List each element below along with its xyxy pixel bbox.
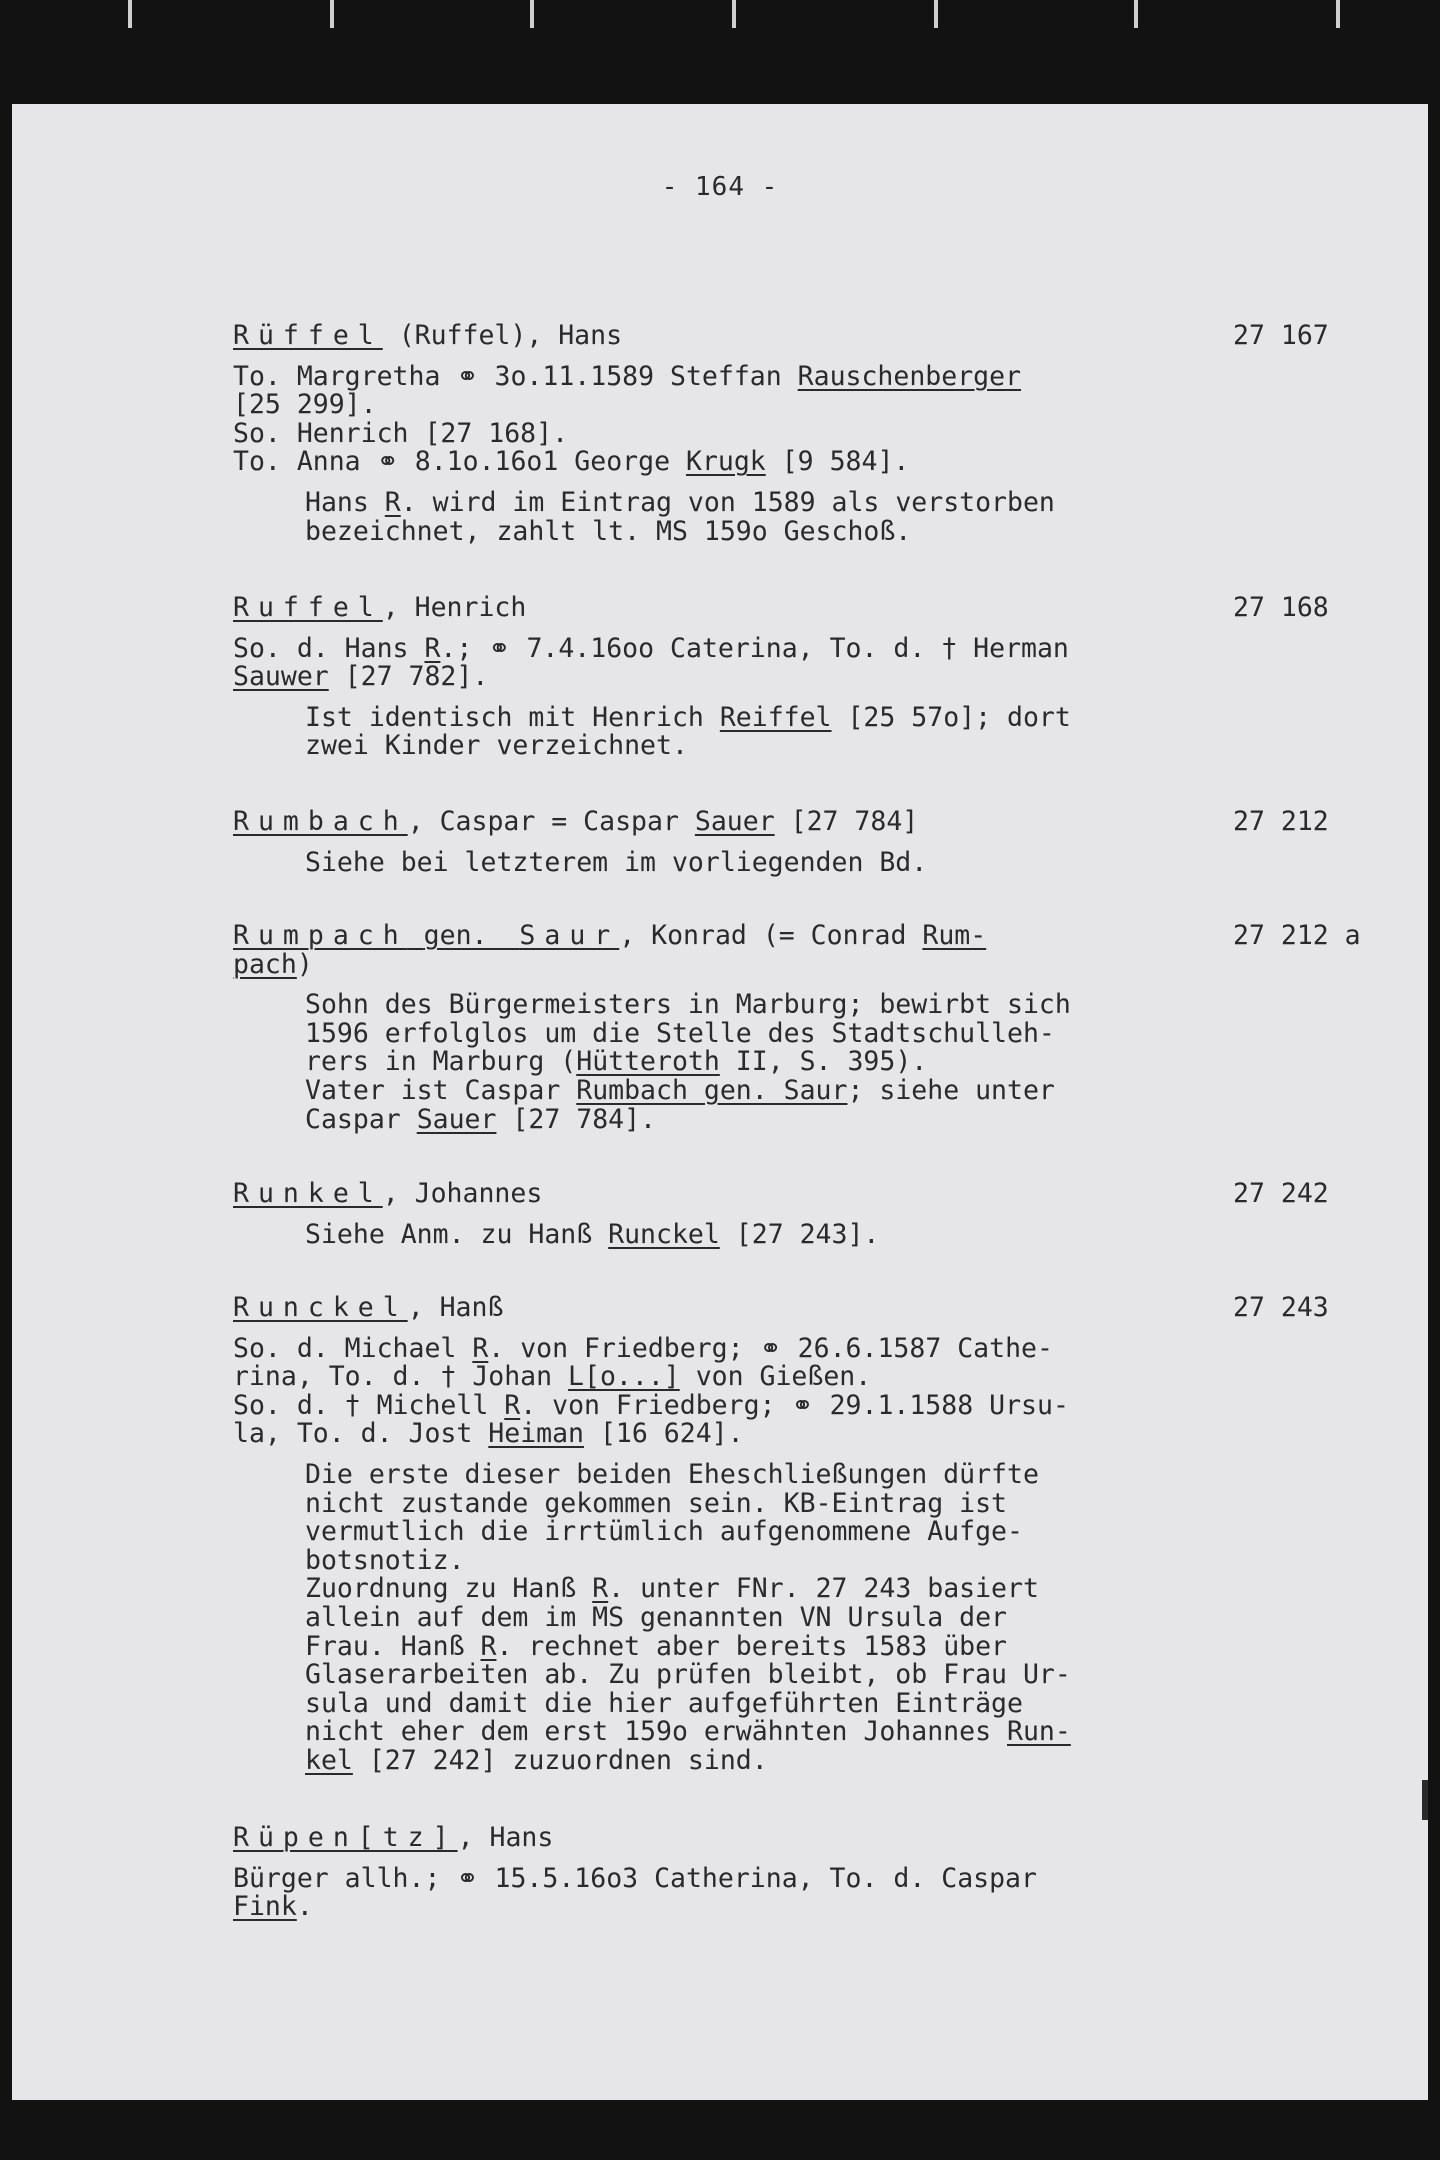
entry-line: [25 299]. <box>233 389 377 421</box>
note-line: allein auf dem im MS genannten VN Ursula der <box>305 1601 1007 1633</box>
film-tick <box>934 0 938 28</box>
note-line: nicht eher dem erst 159o erwähnten Johannes <box>305 1716 1007 1748</box>
entry-surname: Rüffel <box>233 320 383 351</box>
entry-line: Bürger allh.; ⚭ 15.5.16o3 Catherina, To. d. Caspar <box>233 1862 1037 1894</box>
note-line: [27 242] zuzuordnen sind. <box>352 1744 768 1776</box>
entry-line: . <box>296 1891 313 1923</box>
name-reference: Rauschenberger <box>797 360 1022 392</box>
entry-line: So. d. Hans <box>233 632 425 664</box>
note-line: . wird im Eintrag von 1589 als verstorben <box>400 486 1055 518</box>
entry-runckel <box>233 1294 1363 1776</box>
name-reference: R <box>592 1573 609 1605</box>
name-reference: Rum- <box>922 920 987 951</box>
name-reference: R <box>424 632 441 664</box>
note-line: sula und damit die hier aufgeführten Einträge <box>305 1687 1023 1719</box>
entry-given-name: , Konrad (= Conrad <box>619 920 923 951</box>
entry-line: [16 624]. <box>584 1418 744 1450</box>
film-tick <box>1134 0 1138 28</box>
name-reference: Sauwer <box>233 661 329 693</box>
entry-line: So. d. Michael <box>233 1332 473 1364</box>
name-reference: kel <box>305 1744 353 1776</box>
entry-line: To. Anna ⚭ 8.1o.16o1 George <box>233 446 686 478</box>
name-reference: L[o...] <box>568 1361 680 1393</box>
family-number: 27 212 <box>1233 806 1329 837</box>
note-line: Hans <box>305 486 385 518</box>
family-number: 27 243 <box>1233 1292 1329 1323</box>
entry-rumpach <box>233 922 1363 1134</box>
note-line: [25 57o]; dort <box>831 701 1071 733</box>
entry-surname: Rumbach <box>233 806 408 837</box>
entry-rueffel <box>233 322 1363 546</box>
name-reference: Rumbach gen. Saur <box>576 1074 848 1106</box>
entry-surname-alias: Saur <box>519 920 620 951</box>
name-reference: Hütteroth <box>576 1046 720 1078</box>
note-line: . unter FNr. 27 243 basiert <box>608 1573 1039 1605</box>
film-tick <box>732 0 736 28</box>
entry-line: . von Friedberg; ⚭ 26.6.1587 Cathe- <box>488 1332 1053 1364</box>
entry-line: To. Margretha ⚭ 3o.11.1589 Steffan <box>233 360 798 392</box>
entry-given-name: , Caspar = Caspar <box>407 806 695 837</box>
entry-line: la, To. d. Jost <box>233 1418 489 1450</box>
name-reference: Fink <box>233 1891 297 1923</box>
entry-ruepentz <box>233 1824 1363 1922</box>
entry-line: [9 584]. <box>765 446 910 478</box>
name-reference: Sauer <box>416 1103 497 1135</box>
note-line: [27 243]. <box>719 1218 880 1250</box>
note-line: Die erste dieser beiden Eheschließungen dürfte <box>305 1458 1039 1490</box>
note-line: . rechnet aber bereits 1583 über <box>496 1630 1008 1662</box>
note-line: rers in Marburg ( <box>305 1046 577 1078</box>
page-number: - 164 - <box>661 172 779 202</box>
entry-surname-gen: gen. <box>423 920 488 951</box>
entry-surname: Runckel <box>233 1292 408 1323</box>
note-line: Frau. Hanß <box>305 1630 481 1662</box>
name-reference: R <box>504 1389 521 1421</box>
note-line: nicht zustande gekommen sein. KB-Eintrag ist <box>305 1487 1007 1519</box>
note-line: botsnotiz. <box>305 1544 465 1576</box>
page-edge-mark <box>1422 1780 1428 1820</box>
entry-given-name: [27 784] <box>774 806 919 837</box>
entry-surname: Rüpen[tz] <box>233 1822 458 1853</box>
entry-rumbach <box>233 808 1363 877</box>
entry-runkel <box>233 1180 1363 1249</box>
entry-line: rina, To. d. † Johan <box>233 1361 569 1393</box>
note-line: Siehe Anm. zu Hanß <box>305 1218 609 1250</box>
note-line: Caspar <box>305 1103 417 1135</box>
entry-line: von Gießen. <box>679 1361 872 1393</box>
name-reference: Heiman <box>488 1418 585 1450</box>
note-line: vermutlich die irrtümlich aufgenommene Aufge- <box>305 1516 1023 1548</box>
note-line: Sohn des Bürgermeisters in Marburg; bewirbt sich <box>305 989 1071 1021</box>
note-line: ; siehe unter <box>847 1074 1055 1106</box>
entry-line: ) <box>296 948 313 980</box>
entry-ruffel <box>233 594 1363 761</box>
note-line: 1596 erfolglos um die Stelle des Stadtschulleh- <box>305 1017 1055 1049</box>
note-line: Vater ist Caspar <box>305 1074 577 1106</box>
entry-given-name: , Hanß <box>407 1292 504 1323</box>
family-number: 27 167 <box>1233 320 1329 351</box>
name-reference: R <box>480 1630 497 1662</box>
name-reference: R <box>384 486 401 518</box>
film-tick <box>530 0 534 28</box>
family-number: 27 212 a <box>1233 920 1361 951</box>
name-reference: R <box>472 1332 489 1364</box>
entry-surname: Runkel <box>233 1178 383 1209</box>
entry-given-name: , Henrich <box>382 592 527 623</box>
note-line: [27 784]. <box>496 1103 657 1135</box>
note-line: II, S. 395). <box>719 1046 928 1078</box>
entry-line: So. Henrich [27 168]. <box>233 417 569 449</box>
note-line: Ist identisch mit Henrich <box>305 701 720 733</box>
note-line: bezeichnet, zahlt lt. MS 159o Geschoß. <box>305 515 912 547</box>
film-tick <box>128 0 132 28</box>
film-tick <box>1336 0 1340 28</box>
note-line: Zuordnung zu Hanß <box>305 1573 593 1605</box>
note-line: Siehe bei letzterem im vorliegenden Bd. <box>305 846 928 878</box>
note-line: Glaserarbeiten ab. Zu prüfen bleibt, ob Frau Ur- <box>305 1659 1071 1691</box>
entry-given-name: (Ruffel), Hans <box>382 320 623 351</box>
entry-line: . von Friedberg; ⚭ 29.1.1588 Ursu- <box>520 1389 1069 1421</box>
entry-line: [27 782]. <box>328 661 489 693</box>
name-reference: Reiffel <box>719 701 832 733</box>
entry-given-name: , Johannes <box>382 1178 543 1209</box>
entry-line: .; ⚭ 7.4.16oo Caterina, To. d. † Herman <box>440 632 1069 664</box>
name-reference: Krugk <box>685 446 766 478</box>
family-number: 27 242 <box>1233 1178 1329 1209</box>
entry-surname: Ruffel <box>233 592 383 623</box>
note-line: zwei Kinder verzeichnet. <box>305 730 688 762</box>
entry-line: So. d. † Michell <box>233 1389 505 1421</box>
name-reference: Runckel <box>608 1218 720 1250</box>
entry-given-name: , Hans <box>457 1822 554 1853</box>
entry-surname: Rumpach <box>233 920 408 951</box>
name-reference: pach <box>233 948 297 980</box>
family-number: 27 168 <box>1233 592 1329 623</box>
film-tick <box>330 0 334 28</box>
name-reference: Run- <box>1007 1716 1071 1748</box>
name-reference: Sauer <box>694 806 775 837</box>
